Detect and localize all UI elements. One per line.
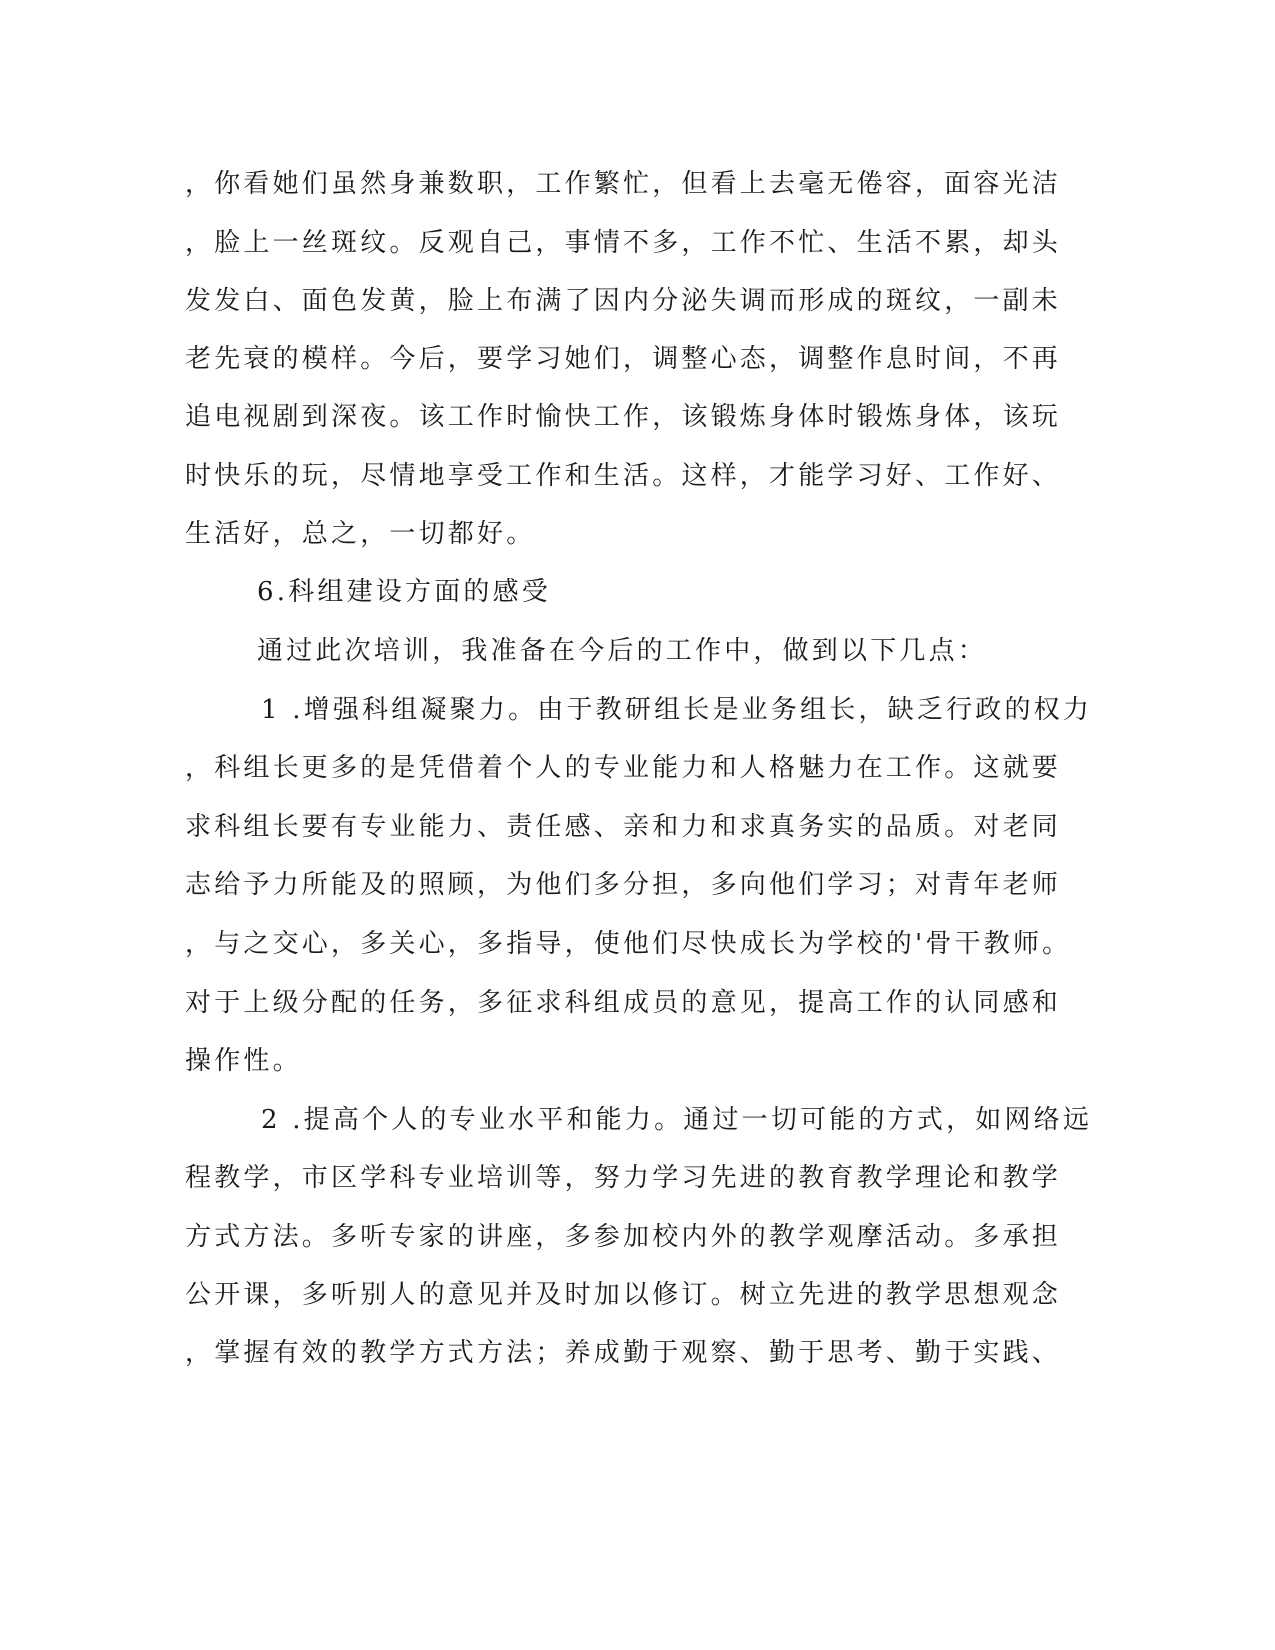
text-line: ，科组长更多的是凭借着个人的专业能力和人格魅力在工作。这就要 [185,753,1062,783]
section-heading: 6.科组建设方面的感受 [257,577,552,607]
text-line: 志给予力所能及的照顾，为他们多分担，多向他们学习；对青年老师 [185,870,1062,900]
text-line: 老先衰的模样。今后，要学习她们，调整心态，调整作息时间，不再 [185,344,1062,374]
text-line: ，你看她们虽然身兼数职，工作繁忙，但看上去毫无倦容，面容光洁 [185,169,1062,199]
text-line: 求科组长要有专业能力、责任感、亲和力和求真务实的品质。对老同 [185,812,1062,842]
text-line: 程教学，市区学科专业培训等，努力学习先进的教育教学理论和教学 [185,1163,1062,1193]
list-item-heading: 1 .增强科组凝聚力。由于教研组长是业务组长，缺乏行政的权力 [261,695,1093,725]
text-line: ，脸上一丝斑纹。反观自己，事情不多，工作不忙、生活不累，却头 [185,228,1062,258]
text-line: 追电视剧到深夜。该工作时愉快工作，该锻炼身体时锻炼身体，该玩 [185,402,1062,432]
text-line: 操作性。 [185,1046,302,1076]
text-line: 公开课，多听别人的意见并及时加以修订。树立先进的教学思想观念 [185,1280,1062,1310]
text-line: ，掌握有效的教学方式方法；养成勤于观察、勤于思考、勤于实践、 [185,1338,1062,1368]
text-line: 对于上级分配的任务，多征求科组成员的意见，提高工作的认同感和 [185,988,1062,1018]
text-line: 通过此次培训，我准备在今后的工作中，做到以下几点： [257,636,988,666]
list-item-heading: 2 .提高个人的专业水平和能力。通过一切可能的方式，如网络远 [261,1105,1093,1135]
text-line: 发发白、面色发黄，脸上布满了因内分泌失调而形成的斑纹，一副未 [185,286,1062,316]
text-line: ，与之交心，多关心，多指导，使他们尽快成长为学校的'骨干教师。 [185,929,1072,959]
text-line: 时快乐的玩，尽情地享受工作和生活。这样，才能学习好、工作好、 [185,461,1062,491]
text-line: 生活好，总之，一切都好。 [185,519,536,549]
text-line: 方式方法。多听专家的讲座，多参加校内外的教学观摩活动。多承担 [185,1222,1062,1252]
